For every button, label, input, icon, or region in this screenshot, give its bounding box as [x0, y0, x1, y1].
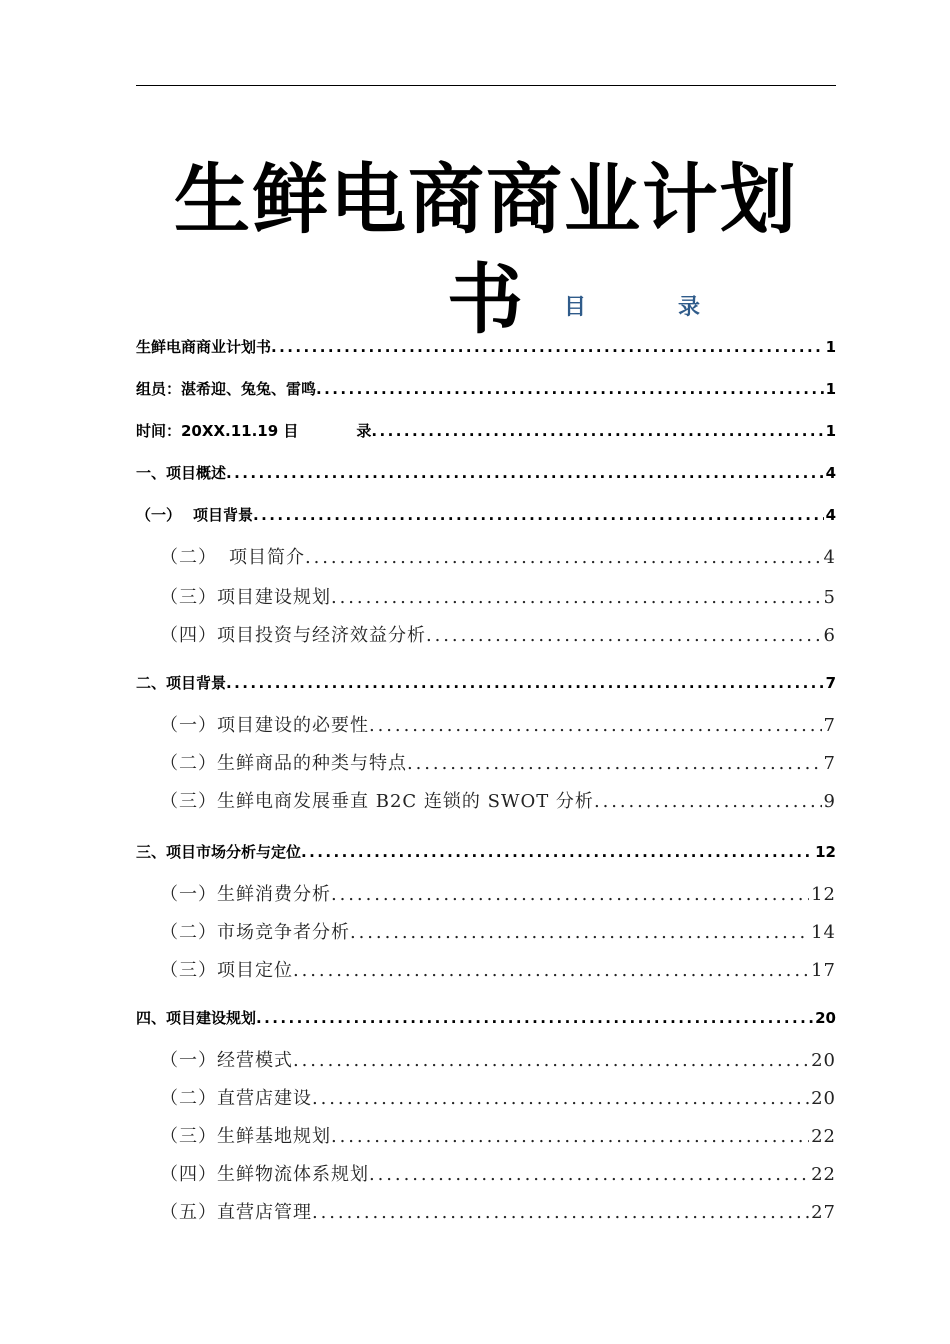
toc-entry-title: （五）直营店管理: [160, 1202, 312, 1223]
toc-entry[interactable]: [136, 958, 836, 984]
toc-entry[interactable]: [136, 1162, 836, 1188]
toc-entry-title: （四）项目投资与经济效益分析: [160, 625, 426, 646]
toc-entry[interactable]: [136, 585, 836, 611]
toc-leader: [426, 623, 822, 649]
toc-entry-title-part: 时间：20XX.11.19 目: [136, 422, 299, 440]
toc-leader: [371, 420, 823, 442]
toc-entry-title-part: （一）: [136, 506, 182, 524]
toc-entry-title: （三）生鲜电商发展垂直 B2C 连锁的 SWOT 分析: [160, 791, 594, 812]
toc-entry-page: 4: [825, 464, 836, 482]
toc-entry-title: 组员：湛希迎、兔兔、雷鸣: [136, 380, 317, 398]
toc-entry[interactable]: [136, 623, 836, 649]
toc-leader: [256, 1007, 813, 1029]
toc-entry-page: 5: [823, 587, 836, 608]
toc-entry[interactable]: [136, 920, 836, 946]
toc-entry[interactable]: [136, 504, 836, 526]
toc-leader: [350, 920, 809, 946]
toc-entry-title-part: （二）: [160, 547, 217, 568]
toc-entry-page: 1: [825, 422, 836, 440]
toc-entry-title: [160, 545, 305, 571]
toc-entry-title: （一）项目建设的必要性: [160, 715, 369, 736]
toc-heading-char-2: 录: [678, 295, 701, 320]
toc-entry-page: 1: [825, 338, 836, 356]
header-rule: [136, 85, 836, 86]
toc-entry[interactable]: [136, 378, 836, 400]
toc-entry-title: （一）经营模式: [160, 1050, 293, 1071]
toc-entry-title: 三、项目市场分析与定位: [136, 843, 302, 861]
toc-entry[interactable]: [136, 1086, 836, 1112]
toc-leader: [331, 882, 809, 908]
toc-entry-title: （四）生鲜物流体系规划: [160, 1164, 369, 1185]
toc-leader: [226, 462, 824, 484]
toc-entry-title: （三）项目建设规划: [160, 587, 331, 608]
toc-entry-page: 12: [815, 843, 836, 861]
toc-leader: [407, 751, 822, 777]
toc-entry-page: 4: [823, 547, 836, 568]
toc-entry-title: （三）项目定位: [160, 960, 293, 981]
document-title: 生鲜电商商业计划书: [174, 155, 798, 344]
toc-leader: [312, 1086, 809, 1112]
toc-entry-page: 7: [823, 753, 836, 774]
toc-entry[interactable]: [136, 1200, 836, 1226]
toc-entry-page: 1: [825, 380, 836, 398]
toc-leader: [293, 1048, 809, 1074]
toc-entry-title: [136, 504, 253, 526]
toc-entry-page: 20: [811, 1050, 836, 1071]
toc-entry[interactable]: [136, 1048, 836, 1074]
toc-entry[interactable]: [136, 672, 836, 694]
toc-leader: [369, 1162, 809, 1188]
toc-entry[interactable]: [136, 545, 836, 571]
toc-entry-title-part: 录: [356, 422, 372, 440]
toc-entry-page: 7: [823, 715, 836, 736]
toc-entry-page: 22: [811, 1126, 836, 1147]
toc-entry[interactable]: [136, 1124, 836, 1150]
toc-entry-title: [136, 420, 371, 442]
toc-entry-title-part: 项目背景: [193, 506, 254, 524]
toc-entry-title: （三）生鲜基地规划: [160, 1126, 331, 1147]
toc-entry-page: 4: [825, 506, 836, 524]
toc-leader: [316, 378, 824, 400]
toc-entry-title: 二、项目背景: [136, 674, 227, 692]
toc-entry-title: （二）市场竞争者分析: [160, 922, 350, 943]
toc-entry-title-part: 项目简介: [229, 547, 305, 568]
toc-leader: [253, 504, 824, 526]
toc-entry-page: 22: [811, 1164, 836, 1185]
toc-leader: [293, 958, 809, 984]
toc-entry-page: 14: [811, 922, 836, 943]
toc-entry[interactable]: [136, 789, 836, 815]
toc-leader: [369, 713, 822, 739]
toc-entry[interactable]: [136, 336, 836, 358]
toc-entry-page: 20: [811, 1088, 836, 1109]
toc-heading-char-1: 目: [564, 295, 587, 320]
toc-leader: [271, 336, 824, 358]
toc-entry-page: 7: [825, 674, 836, 692]
toc-leader: [301, 841, 813, 863]
toc-entry[interactable]: [136, 713, 836, 739]
toc-entry[interactable]: [136, 751, 836, 777]
toc-leader: [226, 672, 824, 694]
toc-leader: [594, 789, 822, 815]
toc-entry-title: 生鲜电商商业计划书: [136, 338, 272, 356]
toc-entry-page: 12: [811, 884, 836, 905]
toc-entry-title: 一、项目概述: [136, 464, 227, 482]
toc-entry-page: 20: [815, 1009, 836, 1027]
toc-entry[interactable]: [136, 1007, 836, 1029]
toc-leader: [331, 585, 822, 611]
toc-heading: [136, 290, 836, 326]
toc-leader: [331, 1124, 809, 1150]
toc-entry-page: 17: [811, 960, 836, 981]
toc-entry-page: 27: [811, 1202, 836, 1223]
toc-entry[interactable]: [136, 420, 836, 442]
toc-entry-title: （一）生鲜消费分析: [160, 884, 331, 905]
toc-entry-page: 6: [823, 625, 836, 646]
toc-entry[interactable]: [136, 462, 836, 484]
toc-entry-title: （二）直营店建设: [160, 1088, 312, 1109]
toc-entry-title: 四、项目建设规划: [136, 1009, 257, 1027]
toc-entry-page: 9: [823, 791, 836, 812]
toc-leader: [312, 1200, 809, 1226]
toc-entry-title: （二）生鲜商品的种类与特点: [160, 753, 407, 774]
toc-entry[interactable]: [136, 841, 836, 863]
toc-leader: [305, 545, 822, 571]
toc-entry[interactable]: [136, 882, 836, 908]
